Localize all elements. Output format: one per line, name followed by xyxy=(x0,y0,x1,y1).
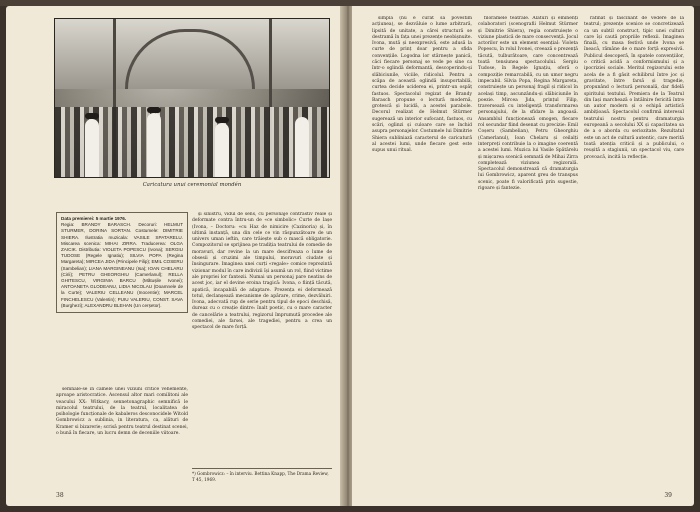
right-column-3 xyxy=(584,16,684,494)
right-page xyxy=(352,6,694,506)
photo-figure xyxy=(295,117,309,177)
photo-hat xyxy=(147,107,161,113)
credits-text: Regia: BRANDY BARASCH. Decoruri: HELMUT STURMER, DORINA SORTAN. Costumele: DIMITRIE SHIERA. Ilustratia muzicala: VASILE SPATARELU. Miscarea scenica: MIHAI ZIRRA. Traducerea: OLGA ZAICIK. Distributia: VIOLETA POPESCU (Ivona); SERGIU TUDOSE (Regele Ignatiu); SILVIA POPA (Regina Margareta); MIRCEA JIDA (Principele Filip); EMIL COSERU (Sambelian); LIANA MARGINEANU (Isa); IOAN CHELARU (Cirii); PETRU GHEORGHIU (Camerlanul); RELLA GHITESCU, VIRGINIA BARCU (Mătușile Ivonei); ANTOANETA GLODEANU, LIDIA NICOLAU (Doamnele de la Curte); VALERIU CELLEANU (Inocentie); MARCEL FINCHELESCU (Valentin); PUIU VALERIU, CONST. SAVA (Burghezi); ALEXANDRU BLEHAN (Un cerșetor). xyxy=(61,222,183,308)
photo-figure xyxy=(85,119,99,177)
right-column-1 xyxy=(372,16,472,494)
paragraph: filoramele teatrale. Alături și eminenți colaboratori (scenografii Helmut Stürmer și Dimitrie Shiera), regia construiește o viziune plastică de mare consecvență. Jocul actorilor este un element esențial: Violeta Popescu, în rolul Ivonei, creează o prezență tăcută, tulburătoare, care concentrează toată tensiunea spectacolului. Sergiu Tudose, în Regele Ignațiu, oferă o compoziție remarcabilă, cu un umor negru impecabil. Silvia Popa, Regina Margareta, construiește un personaj fragil și ridicol în același timp, ascunzându-și slăbiciunile în poezie. Mircea Jida, prințul Filip, traversează cu inteligență transformarea personajului, de la sfidare la angoasă. Ansamblul funcționează omogen, fiecare rol secundar fiind desenat cu precizie: Emil Coșeru (Sambelian), Petru Gheorghiu (Camerlanul), Ioan Chelaru și ceilalți interpreți contribuie la o imagine coerentă a acestei lumi. Muzica lui Vasile Spătărelu și mișcarea scenică semnată de Mihai Zirra completează viziunea regizorală. Spectacolul demonstrează că dramaturgia lui Gombrowicz, aparent greu de transpus scenic, poate fi valorificată prin sugestie, rigoare și fantezie. xyxy=(478,16,578,192)
photo-figure xyxy=(215,123,229,177)
left-page xyxy=(6,6,344,506)
stage-photo xyxy=(54,18,330,178)
left-bottom-text xyxy=(56,387,188,467)
credits-box xyxy=(56,212,188,313)
premiere-date: Data premierei: 5 martie 1976. xyxy=(61,216,127,221)
photo-hat xyxy=(215,117,229,123)
paragraph: simplă (nu e curat să povestim acțiunea), se dezvăluie o lume arbitrară, lipsită de unitate, a cărei structură se destramă în fața unei prezențe neobișnuite. Ivona, mută și neexpresivă, este adusă la curte de prinț doar pentru a sfida convențiile. Logodna lor stârnește panică, căci fiecare personaj se vede pe sine ca într-o oglindă deformantă, descoperindu-și slăbiciunile, viciile, ridicolul. Pentru a scăpa de această oglindă insuportabilă, curtea decide uciderea ei, printr-un ospăț fastuos. Spectacolul regizat de Brandy Barasch propune o lectură modernă, grotescă și lucidă, a acestei parabole. Decorul realizat de Helmut Stürmer sugerează un interior sufocant, fastuos, cu scări, oglinzi și culoare care se închid asupra personajelor. Costumele lui Dimitrie Shiera subliniază caracterul de caricatură al acestei lumi, unde fiecare gest este supus unui ritual. xyxy=(372,16,472,154)
photo-caption: Caricatura unui ceremonial mondén xyxy=(142,182,242,188)
photo-hat xyxy=(85,113,99,119)
right-column-2 xyxy=(478,16,578,494)
footnote: *) Gombrowicz: – în interviu. Bettina Knapp, The Drama Review, T 45, 1969. xyxy=(192,468,332,483)
page-number: 38 xyxy=(56,492,64,499)
paragraph: rafinat și fascinant de vedere de la teatrul; prezențe scenice se concretizează ca un subtil construct, tipic unei culturi care își caută propriile reflexii. Imaginea finală, cu masa festivă unde Ivona se îneacă, rămâne de o mare forță expresivă. Publicul descoperă, în spatele convențiilor, o critică acidă a conformismului și a ipocriziei sociale. Meritul regizorului este acela de a fi găsit echilibrul între joc și gravitate, între farsă și tragedie, propunând o lectură personală, dar fidelă spiritului textului. Premiera de la Teatrul din Iași marchează o întâlnire fericită între un autor modern și o echipă artistică ambițioasă. Spectacolul confirmă interesul teatrului nostru pentru dramaturgia europeană a secolului XX și capacitatea sa de a o aborda cu seriozitate. Rezultatul este un act de cultură autentic, care merită toată atenția criticii și a publicului, o reușită a stagiunii, un spectacol viu, care provoacă, incită la reflecție. xyxy=(584,16,684,160)
photo-figure xyxy=(147,113,161,177)
paragraph: și sinistru, vidul de sens, cu personaje contrastiv reale și deformate contra întru-un de «ce simbolic» Curte de Iașe (Ivona, – Doctoru: «cu Haz de nimicire (Cazinoria) și, în ultimă instanță, una din cele ce vin răspunzătoare de un univers uman ieftin, care trăiește sub o mască obligatorie. Compozitorul se sprijinea pe tradiția teatrului de comedie de moravuri, dar revine la un mare descifreaza o lume de obsesii și cruzimi ale timpului, moravuri ciudate și însingurare. Imaginea unei curți «regale» comice reprezintă vizionar modul în care indivizii își asumă un rol, fiind victime ale propriei lor fantezii. Numai un personaj pare neatins de acest joc, iar el devine eroina tragică: Ivona, o ființă tăcută, apatică, incapabilă de adaptare. Prezența ei deformează totul, declanșează mecanisme de apărare, crime, dezvăluiri. Ivona, adecvată rup de serie pentru tipul de epoci deschisă, dureaz cu o creație dintre: înalt poetic, cu o mare caracter de cancelărie a teatrului, regizorul împrumută procedee ale comediei, ale farsei, ale tragediei, pentru a crea un spectacol de mare forță. xyxy=(192,212,332,331)
left-column-text xyxy=(192,212,332,467)
page-number: 39 xyxy=(664,492,672,499)
paragraph: semnale-se in camele unei viziuni critice vehemente, aproape aristocratice. Ascensul altor mari comilitoni ale veacului XX: Witkacy, sennetonagraphic semnifică le miracolul teatrului, de la teatrul, localitatea de psihologie funcționale de kabaleros desconocidele Witold Gombrowicz a sublinia, in literatura, ca, alături de Kramer si bizarerie; scrisă pentru teatrul destinat scenei, o bună în fiecare, un lucru demn de deceniile viitoare. xyxy=(56,387,188,437)
